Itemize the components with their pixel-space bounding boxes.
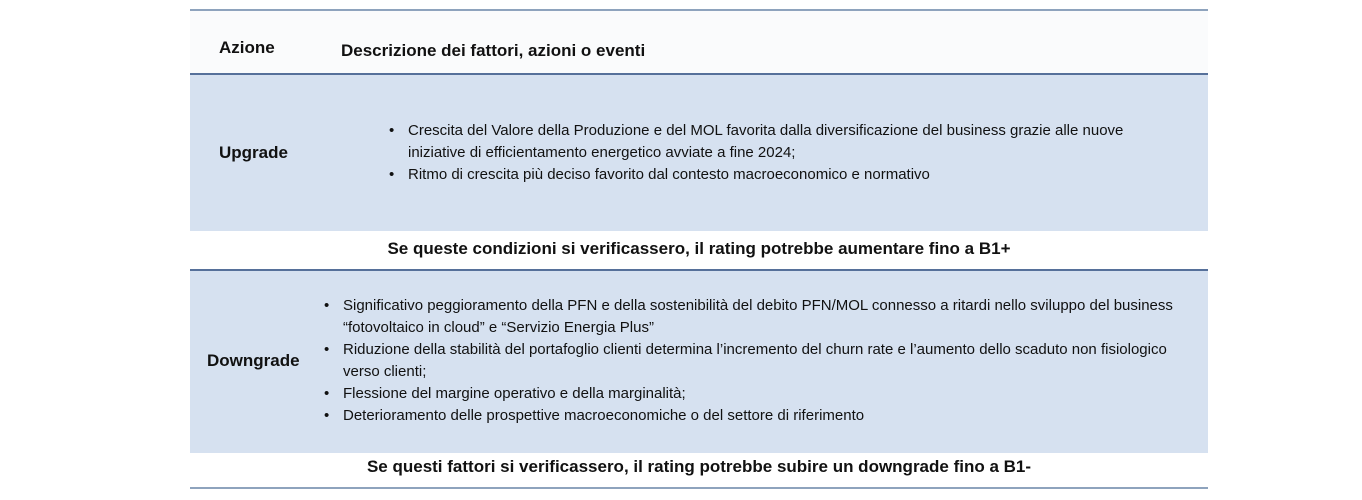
downgrade-item-4: • Deterioramento delle prospettive macroeconomiche o del settore di riferimento [343, 405, 1203, 427]
upgrade-summary-row [190, 231, 1208, 269]
header-action: Azione [219, 38, 275, 57]
upgrade-row [190, 75, 1208, 231]
upgrade-label: Upgrade [219, 143, 288, 162]
rating-scenario-table [190, 9, 1208, 489]
downgrade-list [324, 295, 1203, 427]
downgrade-label: Downgrade [207, 351, 300, 370]
downgrade-item-2: • Riduzione della stabilità del portafoglio clienti determina l’incremento del churn rate e l’aumento dello scaduto non fisiologico verso clienti; [343, 339, 1203, 383]
downgrade-summary-row [190, 453, 1208, 489]
downgrade-item-3: • Flessione del margine operativo e della marginalità; [343, 383, 1203, 405]
header-description: Descrizione dei fattori, azioni o eventi [341, 41, 646, 60]
downgrade-item-1: • Significativo peggioramento della PFN e della sostenibilità del debito PFN/MOL connesso a ritardi nello sviluppo del business “fotovoltaico in cloud” e “Servizio Energia Plus” [343, 295, 1203, 339]
upgrade-list [389, 120, 1168, 186]
upgrade-item-1: • Crescita del Valore della Produzione e del MOL favorita dalla diversificazione del business grazie alle nuove iniziative di efficientamento energetico avviate a fine 2024; [408, 120, 1168, 164]
upgrade-summary: Se queste condizioni si verificassero, il rating potrebbe aumentare fino a B1+ [387, 239, 1011, 258]
downgrade-summary: Se questi fattori si verificassero, il rating potrebbe subire un downgrade fino a B1- [366, 457, 1032, 476]
downgrade-row [190, 269, 1208, 453]
upgrade-item-2: • Ritmo di crescita più deciso favorito dal contesto macroeconomico e normativo [408, 164, 1168, 186]
table-header [190, 11, 1208, 75]
